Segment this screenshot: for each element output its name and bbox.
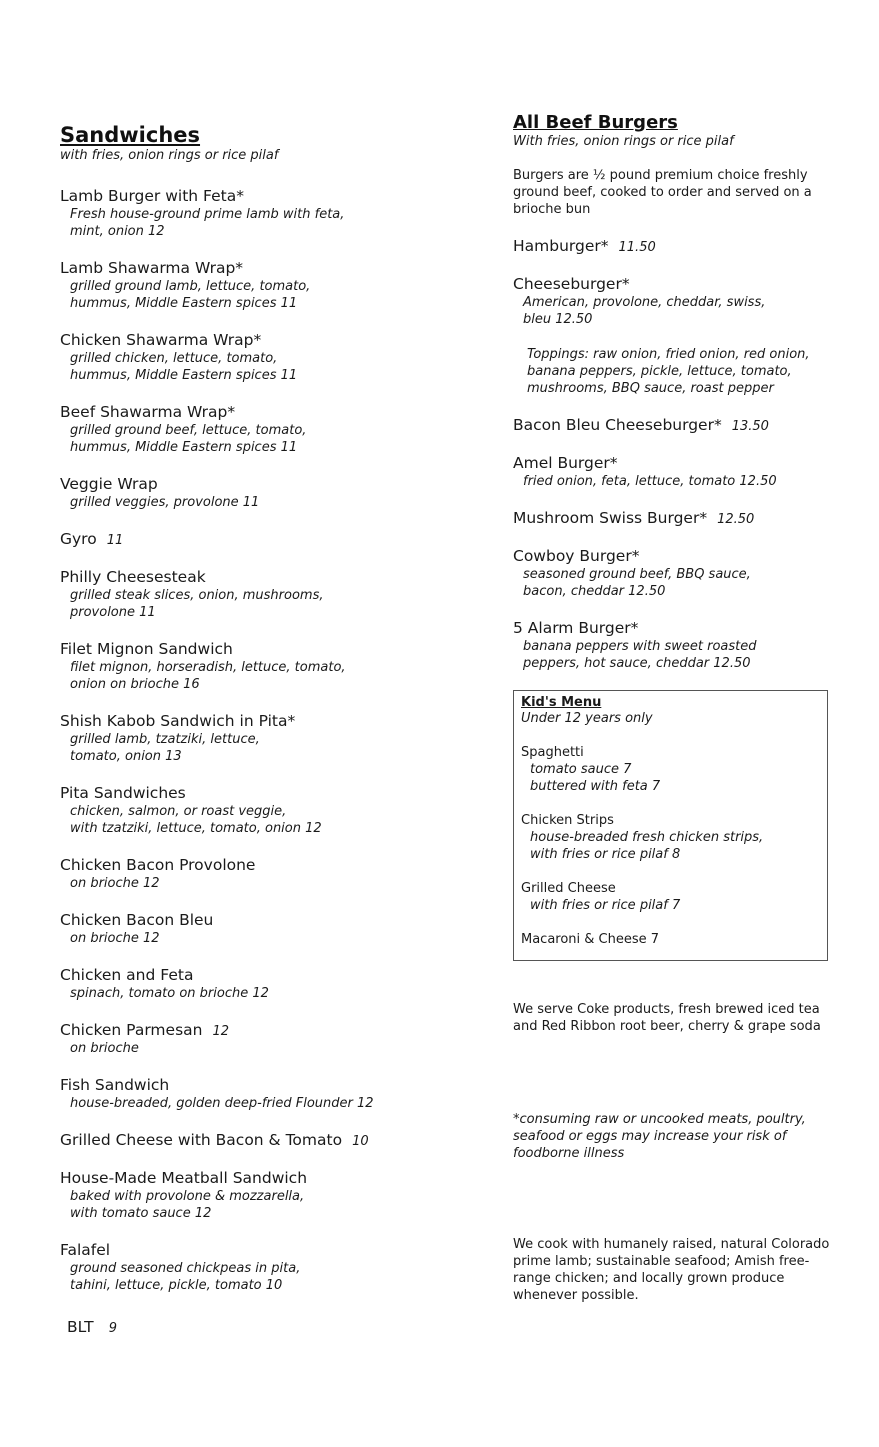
item-name: Chicken Bacon Bleu bbox=[60, 911, 214, 929]
menu-item bbox=[60, 1168, 460, 1222]
item-name: Lamb Shawarma Wrap* bbox=[60, 259, 244, 277]
item-description: grilled ground beef, lettuce, tomato, bbox=[70, 423, 307, 438]
item-description: tomato, onion 13 bbox=[70, 749, 182, 764]
item-name-line bbox=[60, 258, 460, 278]
menu-item bbox=[60, 1075, 460, 1112]
item-description: grilled ground lamb, lettuce, tomato, bbox=[70, 279, 311, 294]
item-name: Chicken and Feta bbox=[60, 966, 194, 984]
item-description: fried onion, feta, lettuce, tomato 12.50 bbox=[523, 474, 777, 489]
sandwiches-subtitle: with fries, onion rings or rice pilaf bbox=[60, 148, 279, 163]
menu-item bbox=[60, 783, 460, 837]
item-name-line bbox=[60, 639, 460, 659]
kids-menu-item bbox=[521, 812, 821, 863]
burgers-intro: Burgers are ½ pound premium choice freshly ground beef, cooked to order and served on a brioche bun bbox=[513, 168, 812, 217]
kid-item-description: tomato sauce 7 bbox=[530, 762, 632, 777]
item-description: spinach, tomato on brioche 12 bbox=[70, 986, 269, 1001]
item-name: Shish Kabob Sandwich in Pita* bbox=[60, 712, 296, 730]
item-name-line bbox=[513, 453, 833, 473]
item-name: Philly Cheesesteak bbox=[60, 568, 206, 586]
kids-menu-box bbox=[513, 690, 828, 961]
item-name-line bbox=[513, 415, 833, 435]
item-name: 5 Alarm Burger* bbox=[513, 619, 639, 637]
kids-menu-item bbox=[521, 931, 821, 948]
sandwiches-section bbox=[60, 122, 460, 1312]
item-name-line bbox=[513, 236, 833, 256]
item-description: filet mignon, horseradish, lettuce, tomato, bbox=[70, 660, 346, 675]
item-description: bacon, cheddar 12.50 bbox=[523, 584, 666, 599]
item-name: Lamb Burger with Feta* bbox=[60, 187, 244, 205]
item-price: 10 bbox=[352, 1134, 369, 1149]
kids-menu-subtitle: Under 12 years only bbox=[521, 711, 653, 726]
menu-item bbox=[60, 330, 460, 384]
item-description: mint, onion 12 bbox=[70, 224, 165, 239]
item-name: Filet Mignon Sandwich bbox=[60, 640, 233, 658]
menu-item bbox=[60, 567, 460, 621]
item-price: 11 bbox=[106, 533, 124, 548]
item-name: Chicken Parmesan bbox=[60, 1021, 203, 1039]
menu-item bbox=[513, 415, 833, 435]
item-name-line bbox=[60, 1130, 460, 1150]
menu-item bbox=[60, 1130, 460, 1150]
item-description: grilled lamb, tzatziki, lettuce, bbox=[70, 732, 260, 747]
item-description: on brioche 12 bbox=[70, 931, 160, 946]
item-name: Gyro bbox=[60, 530, 97, 548]
item-description: American, provolone, cheddar, swiss, bbox=[523, 295, 766, 310]
item-description: baked with provolone & mozzarella, bbox=[70, 1189, 305, 1204]
item-name-line bbox=[60, 1168, 460, 1188]
menu-item bbox=[60, 711, 460, 765]
item-description: with tzatziki, lettuce, tomato, onion 12 bbox=[70, 821, 322, 836]
burgers-title: All Beef Burgers bbox=[513, 112, 678, 133]
item-price: 12.50 bbox=[717, 512, 755, 527]
menu-item bbox=[60, 474, 460, 511]
menu-item bbox=[60, 529, 460, 549]
menu-item bbox=[513, 453, 833, 490]
burger-list bbox=[513, 236, 833, 672]
item-price: 12 bbox=[212, 1024, 230, 1039]
kid-item-description: with fries or rice pilaf 8 bbox=[530, 847, 681, 862]
item-description: ground seasoned chickpeas in pita, bbox=[70, 1261, 301, 1276]
item-name-line bbox=[513, 618, 833, 638]
item-description: on brioche 12 bbox=[70, 876, 160, 891]
item-description: hummus, Middle Eastern spices 11 bbox=[70, 368, 298, 383]
item-description: provolone 11 bbox=[70, 605, 156, 620]
item-name-line bbox=[513, 274, 833, 294]
menu-item bbox=[60, 1240, 460, 1294]
menu-item bbox=[513, 508, 833, 528]
burgers-section bbox=[513, 112, 833, 1304]
kids-menu-item bbox=[521, 744, 821, 795]
kid-item-name: Spaghetti bbox=[521, 745, 584, 760]
item-description: house-breaded, golden deep-fried Flounder 12 bbox=[70, 1096, 374, 1111]
item-name-line bbox=[60, 965, 460, 985]
kid-item-description: with fries or rice pilaf 7 bbox=[530, 898, 681, 913]
item-name-line bbox=[60, 529, 460, 549]
item-name-line bbox=[60, 186, 460, 206]
menu-item bbox=[60, 639, 460, 693]
item-name: Cowboy Burger* bbox=[513, 547, 640, 565]
item-description: grilled steak slices, onion, mushrooms, bbox=[70, 588, 324, 603]
item-price: 13.50 bbox=[731, 419, 769, 434]
menu-item bbox=[60, 258, 460, 312]
item-name-line bbox=[60, 1075, 460, 1095]
kid-item-description: buttered with feta 7 bbox=[530, 779, 661, 794]
kid-item-name: Grilled Cheese bbox=[521, 881, 616, 896]
item-name: Cheeseburger* bbox=[513, 275, 630, 293]
foodborne-warning: *consuming raw or uncooked meats, poultry, seafood or eggs may increase your risk of foodborne illness bbox=[513, 1112, 806, 1161]
item-name-line bbox=[60, 711, 460, 731]
item-description: Fresh house-ground prime lamb with feta, bbox=[70, 207, 345, 222]
sandwich-list bbox=[60, 186, 460, 1294]
item-name: Amel Burger* bbox=[513, 454, 618, 472]
item-name-line bbox=[60, 474, 460, 494]
sourcing-note: We cook with humanely raised, natural Colorado prime lamb; sustainable seafood; Amish free-range chicken; and locally grown produce whenever possible. bbox=[513, 1237, 830, 1303]
kid-item-name: Macaroni & Cheese 7 bbox=[521, 932, 660, 947]
menu-item bbox=[60, 855, 460, 892]
menu-item bbox=[513, 274, 833, 328]
item-description: tahini, lettuce, pickle, tomato 10 bbox=[70, 1278, 283, 1293]
item-description: with tomato sauce 12 bbox=[70, 1206, 212, 1221]
item-description: seasoned ground beef, BBQ sauce, bbox=[523, 567, 751, 582]
item-name: BLT bbox=[67, 1318, 94, 1336]
item-name: Falafel bbox=[60, 1241, 111, 1259]
item-name-line bbox=[60, 783, 460, 803]
menu-item bbox=[513, 546, 833, 600]
item-description: banana peppers with sweet roasted bbox=[523, 639, 757, 654]
item-name-line bbox=[60, 855, 460, 875]
item-name: Beef Shawarma Wrap* bbox=[60, 403, 236, 421]
kid-item-description: house-breaded fresh chicken strips, bbox=[530, 830, 764, 845]
sandwiches-title: Sandwiches bbox=[60, 123, 201, 147]
item-name: Pita Sandwiches bbox=[60, 784, 186, 802]
item-description: grilled veggies, provolone 11 bbox=[70, 495, 260, 510]
item-name: Chicken Shawarma Wrap* bbox=[60, 331, 262, 349]
menu-item bbox=[513, 618, 833, 672]
item-name-line bbox=[60, 567, 460, 587]
item-name: Veggie Wrap bbox=[60, 475, 158, 493]
drinks-note: We serve Coke products, fresh brewed iced tea and Red Ribbon root beer, cherry & grape soda bbox=[513, 1002, 821, 1034]
kids-menu-item bbox=[521, 880, 821, 914]
menu-item-blt bbox=[67, 1317, 117, 1337]
item-name-line bbox=[60, 330, 460, 350]
kid-item-name: Chicken Strips bbox=[521, 813, 614, 828]
kids-menu-title: Kid's Menu bbox=[521, 695, 602, 710]
item-description: grilled chicken, lettuce, tomato, bbox=[70, 351, 278, 366]
item-name: House-Made Meatball Sandwich bbox=[60, 1169, 308, 1187]
burgers-subtitle: With fries, onion rings or rice pilaf bbox=[513, 134, 734, 149]
item-description: bleu 12.50 bbox=[523, 312, 593, 327]
item-description: on brioche bbox=[70, 1041, 139, 1056]
item-name: Bacon Bleu Cheeseburger* bbox=[513, 416, 722, 434]
item-name-line bbox=[60, 402, 460, 422]
item-price: 11.50 bbox=[618, 240, 656, 255]
menu-item bbox=[60, 910, 460, 947]
item-description: hummus, Middle Eastern spices 11 bbox=[70, 440, 298, 455]
item-price: 9 bbox=[108, 1321, 117, 1336]
item-description: onion on brioche 16 bbox=[70, 677, 200, 692]
menu-item bbox=[60, 186, 460, 240]
item-description: peppers, hot sauce, cheddar 12.50 bbox=[523, 656, 751, 671]
menu-item bbox=[60, 965, 460, 1002]
item-name-line bbox=[60, 1020, 460, 1040]
burger-toppings: Toppings: raw onion, fried onion, red onion, banana peppers, pickle, lettuce, tomato, mushrooms, BBQ sauce, roast pepper bbox=[527, 347, 810, 396]
menu-item bbox=[513, 236, 833, 256]
item-name-line bbox=[60, 910, 460, 930]
item-name: Mushroom Swiss Burger* bbox=[513, 509, 708, 527]
kids-list bbox=[521, 744, 821, 948]
item-name-line bbox=[60, 1240, 460, 1260]
item-description: chicken, salmon, or roast veggie, bbox=[70, 804, 287, 819]
item-name: Fish Sandwich bbox=[60, 1076, 170, 1094]
menu-item bbox=[60, 1020, 460, 1057]
menu-item bbox=[60, 402, 460, 456]
item-name: Hamburger* bbox=[513, 237, 609, 255]
item-name-line bbox=[513, 546, 833, 566]
item-name: Chicken Bacon Provolone bbox=[60, 856, 256, 874]
item-name-line bbox=[513, 508, 833, 528]
item-name: Grilled Cheese with Bacon & Tomato bbox=[60, 1131, 343, 1149]
item-description: hummus, Middle Eastern spices 11 bbox=[70, 296, 298, 311]
